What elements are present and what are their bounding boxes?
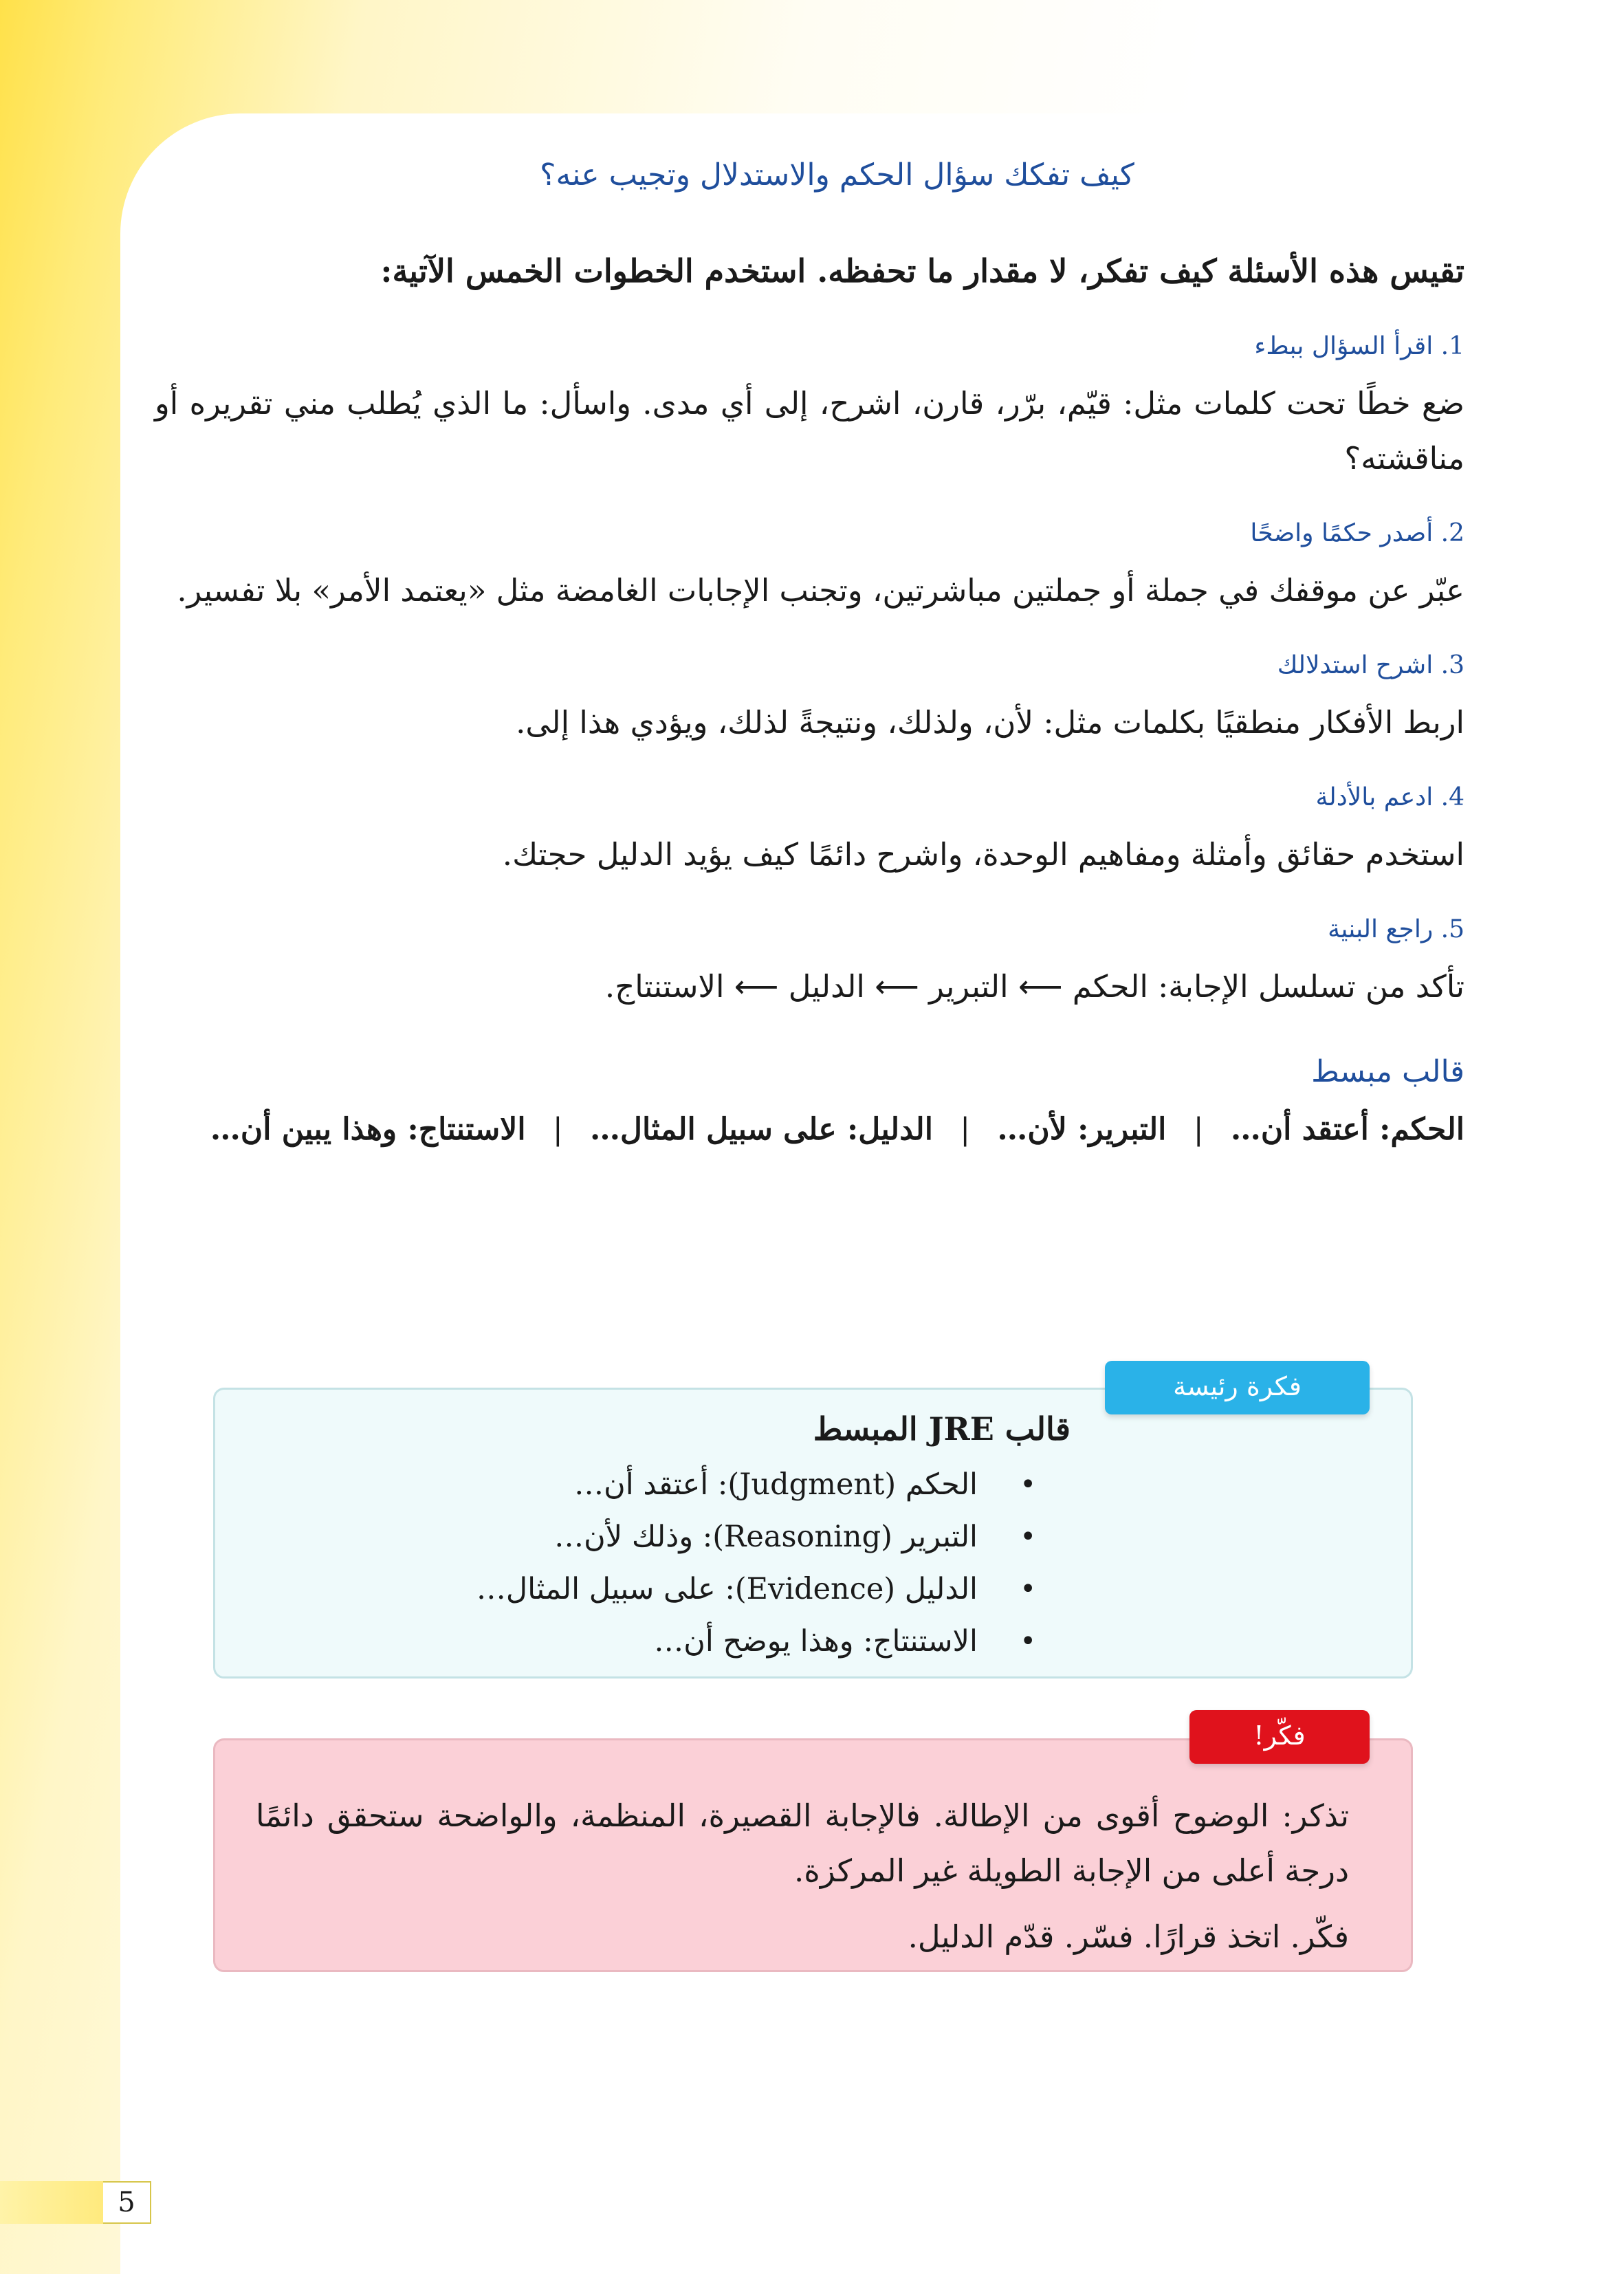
template-separator: | [552,1112,563,1147]
template-part-conclusion: الاستنتاج: وهذا يبين أن… [210,1112,526,1147]
sequence-item-evidence: الدليل [788,968,865,1005]
template-title: قالب مبسط [1311,1054,1464,1089]
sequence-item-conclusion: الاستنتاج. [604,968,725,1005]
think-body [256,1789,1349,1965]
page-title: كيف تفكك سؤال الحكم والاستدلال وتجيب عنه؟ [540,157,1134,193]
sequence-item-reasoning: التبرير [929,968,1009,1005]
key-idea-title: قالب JRE المبسط [813,1410,1071,1447]
key-idea-box [213,1371,1413,1679]
step-4-title: 4. ادعم بالأدلة [1315,783,1464,811]
list-item: • الاستنتاج: وهذا يوضح أن… [476,1615,1036,1668]
step-5-title: 5. راجع البنية [1328,915,1464,943]
step-3-body: اربط الأفكار منطقيًا بكلمات مثل: لأن، ولذلك، ونتيجةً لذلك، ويؤدي هذا إلى. [516,704,1464,741]
think-paragraph: تذكر: الوضوح أقوى من الإطالة. فالإجابة القصيرة، المنظمة، والواضحة ستحقق دائمًا درجة أعلى من الإجابة الطويلة غير المركزة. [256,1797,1349,1889]
sequence-item-judgment: الحكم [1072,968,1148,1005]
bullet-icon: • [1020,1573,1036,1605]
template-separator: | [960,1112,971,1147]
step-3-title: 3. اشرح استدلالك [1277,651,1464,679]
think-box [213,1720,1413,1972]
sequence-arrow-icon: ⟵ [734,968,779,1005]
template-separator: | [1193,1112,1204,1147]
sequence-prefix: تأكد من تسلسل الإجابة: [1158,968,1464,1005]
bullet-icon: • [1020,1521,1036,1553]
think-paragraph: فكّر. اتخذ قرارًا. فسّر. قدّم الدليل. [908,1918,1349,1955]
template-part-judgment: الحكم: أعتقد أن… [1230,1112,1464,1147]
think-tag: فكّر! [1189,1710,1370,1764]
bullet-icon: • [1020,1626,1036,1657]
list-item: • الحكم (Judgment): أعتقد أن… [476,1458,1036,1511]
step-5-body [155,959,1464,1014]
template-line [155,1112,1464,1156]
template-part-evidence: الدليل: على سبيل المثال… [590,1112,933,1147]
step-2-title: 2. أصدر حكمًا واضحًا [1250,519,1464,547]
step-1-title: 1. اقرأ السؤال ببطء [1254,332,1464,360]
step-1-body: ضع خطًا تحت كلمات مثل: قيّم، برّر، قارن، اشرح، إلى أي مدى. واسأل: ما الذي يُطلب مني تقريره أو مناقشته؟ [155,385,1464,477]
template-part-reasoning: التبرير: لأن… [997,1112,1167,1147]
intro-text: تقيس هذه الأسئلة كيف تفكر، لا مقدار ما تحفظه. استخدم الخطوات الخمس الآتية: [380,252,1464,289]
page-content [155,155,1464,1156]
list-item: • الدليل (Evidence): على سبيل المثال… [476,1563,1036,1615]
step-2-body: عبّر عن موقفك في جملة أو جملتين مباشرتين، وتجنب الإجابات الغامضة مثل «يعتمد الأمر» بلا تفسير. [177,572,1464,609]
step-4-body: استخدم حقائق وأمثلة ومفاهيم الوحدة، واشرح دائمًا كيف يؤيد الدليل حجتك. [502,836,1464,873]
list-item: • التبرير (Reasoning): وذلك لأن… [476,1511,1036,1563]
key-idea-list [476,1458,1036,1668]
bullet-icon: • [1020,1469,1036,1500]
sequence-arrow-icon: ⟵ [875,968,919,1005]
key-idea-tag: فكرة رئيسة [1105,1361,1370,1414]
sequence-arrow-icon: ⟵ [1018,968,1063,1005]
page-number: 5 [103,2181,151,2224]
